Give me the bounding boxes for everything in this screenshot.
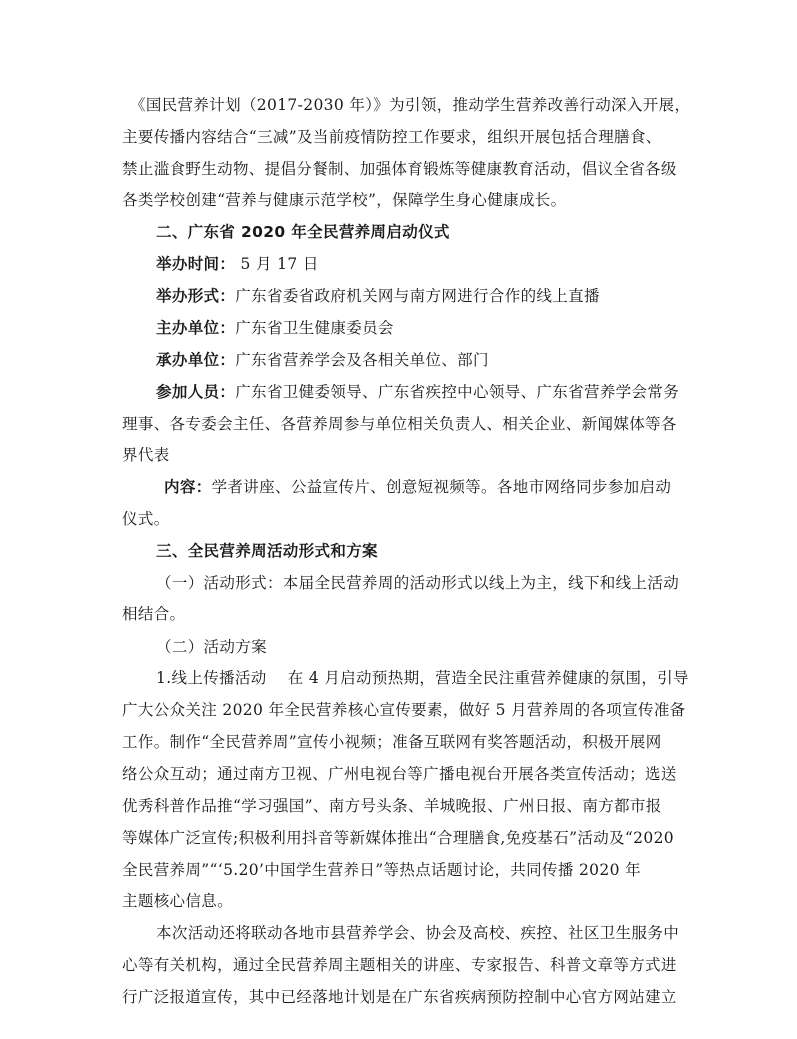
event-attendees-label: 参加人员： <box>156 382 236 401</box>
intro-line-1: 《国民营养计划（2017-2030 年）》为引领，推动学生营养改善行动深入开展， <box>130 96 691 114</box>
event-attendees-line-3: 界代表 <box>122 446 170 464</box>
event-content-label: 内容： <box>164 477 212 496</box>
event-content-line-2: 仪式。 <box>122 510 170 528</box>
linkage-line-3: 行广泛报道宣传，其中已经落地计划是在广东省疾病预防控制中心官方网站建立 <box>122 988 677 1006</box>
event-content-row <box>164 477 671 497</box>
online-activity-line-5: 优秀科普作品推“学习强国”、南方号头条、羊城晚报、广州日报、南方都市报 <box>122 797 662 815</box>
event-form-label: 举办形式： <box>156 286 236 305</box>
event-organizer-row <box>156 350 489 370</box>
online-activity-line-8: 主题核心信息。 <box>122 892 233 910</box>
intro-line-3: 禁止滥食野生动物、提倡分餐制、加强体育锻炼等健康教育活动，倡议全省各级 <box>122 160 677 178</box>
event-organizer-label: 承办单位： <box>156 350 236 369</box>
event-host-value: 广东省卫生健康委员会 <box>235 319 394 337</box>
event-time-value: 5 月 17 日 <box>235 255 319 273</box>
event-attendees-row <box>156 382 679 402</box>
event-attendees-value: 广东省卫健委领导、广东省疾控中心领导、广东省营养学会常务 <box>235 383 680 401</box>
event-attendees-line-2: 理事、各专委会主任、各营养周参与单位相关负责人、相关企业、新闻媒体等各 <box>122 415 677 433</box>
online-activity-line-3: 工作。制作“全民营养周”宣传小视频；准备互联网有奖答题活动，积极开展网 <box>122 733 662 751</box>
event-organizer-value: 广东省营养学会及各相关单位、部门 <box>235 351 489 369</box>
online-activity-line-6: 等媒体广泛宣传;积极利用抖音等新媒体推出“合理膳食,免疫基石”活动及“2020 <box>122 829 675 847</box>
intro-line-2: 主要传播内容结合“三减”及当前疫情防控工作要求，组织开展包括合理膳食、 <box>122 128 662 146</box>
activity-form-line-1: （一）活动形式：本届全民营养周的活动形式以线上为主，线下和线上活动 <box>156 574 680 592</box>
online-activity-line-4: 络公众互动；通过南方卫视、广州电视台等广播电视台开展各类宣传活动；选送 <box>122 765 677 783</box>
activity-plan-heading: （二）活动方案 <box>156 638 267 656</box>
event-host-row <box>156 318 394 338</box>
online-activity-line-7: 全民营养周”“‘5.20’中国学生营养日”等热点话题讨论，共同传播 2020 年 <box>122 861 641 879</box>
event-time-row <box>156 254 319 274</box>
online-activity-line-2: 广大公众关注 2020 年全民营养核心宣传要素，做好 5 月营养周的各项宣传准备 <box>122 701 686 719</box>
event-form-value: 广东省委省政府机关网与南方网进行合作的线上直播 <box>235 287 600 305</box>
linkage-line-1: 本次活动还将联动各地市县营养学会、协会及高校、疾控、社区卫生服务中 <box>156 924 680 942</box>
online-activity-line-1: 1.线上传播活动 在 4 月启动预热期，营造全民注重营养健康的氛围，引导 <box>156 669 689 687</box>
event-content-value: 学者讲座、公益宣传片、创意短视频等。各地市网络同步参加启动 <box>211 478 672 496</box>
linkage-line-2: 心等有关机构，通过全民营养周主题相关的讲座、专家报告、科普文章等方式进 <box>122 956 677 974</box>
event-host-label: 主办单位： <box>156 318 236 337</box>
section3-heading: 三、全民营养周活动形式和方案 <box>156 542 378 560</box>
activity-form-line-2: 相结合。 <box>122 605 186 623</box>
event-form-row <box>156 286 600 306</box>
section2-heading: 二、广东省 2020 年全民营养周启动仪式 <box>156 223 450 241</box>
intro-line-4: 各类学校创建“营养与健康示范学校”，保障学生身心健康成长。 <box>122 191 567 209</box>
event-time-label: 举办时间： <box>156 254 236 273</box>
